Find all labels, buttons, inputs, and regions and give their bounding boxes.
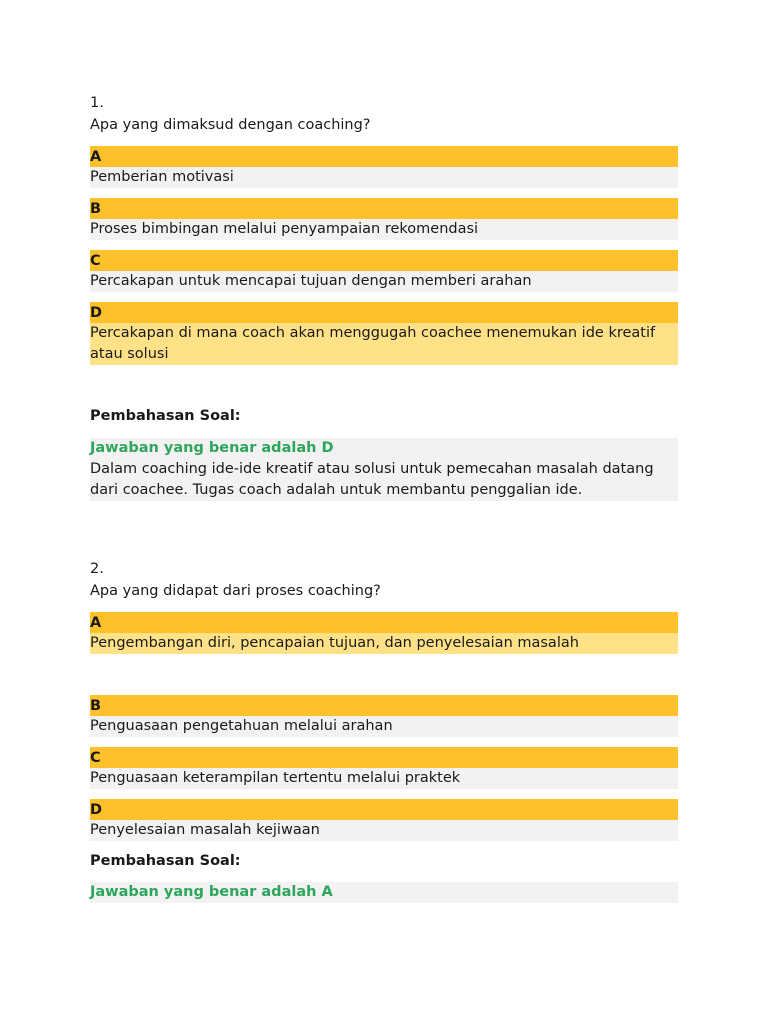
q1-discussion-heading: Pembahasan Soal:	[90, 408, 241, 424]
q2-discussion-heading: Pembahasan Soal:	[90, 853, 241, 869]
question-1-text: Apa yang dimaksud dengan coaching?	[90, 117, 371, 133]
question-2-number: 2.	[90, 561, 104, 577]
q2-option-d-text: Penyelesaian masalah kejiwaan	[90, 820, 678, 841]
q2-correct-answer: Jawaban yang benar adalah A	[90, 884, 333, 900]
q2-option-b-text: Penguasaan pengetahuan melalui arahan	[90, 716, 678, 737]
q1-option-a-letter: A	[90, 146, 678, 167]
q2-option-d-letter: D	[90, 799, 678, 820]
q2-explanation-box	[90, 882, 678, 903]
q2-option-b-letter: B	[90, 695, 678, 716]
q1-option-b-letter: B	[90, 198, 678, 219]
question-1-number: 1.	[90, 95, 104, 111]
question-2-text: Apa yang didapat dari proses coaching?	[90, 583, 381, 599]
q1-explanation-box	[90, 438, 678, 501]
q1-option-a-text: Pemberian motivasi	[90, 167, 678, 188]
q1-option-d-text: Percakapan di mana coach akan menggugah coachee menemukan ide kreatif atau solusi	[90, 323, 678, 365]
q1-correct-answer: Jawaban yang benar adalah D	[90, 440, 334, 456]
q2-option-c-text: Penguasaan keterampilan tertentu melalui praktek	[90, 768, 678, 789]
q1-option-d-letter: D	[90, 302, 678, 323]
q2-option-a-text: Pengembangan diri, pencapaian tujuan, dan penyelesaian masalah	[90, 633, 678, 654]
q1-option-c-letter: C	[90, 250, 678, 271]
q1-explanation-text: Dalam coaching ide-ide kreatif atau solusi untuk pemecahan masalah datang dari coachee. Tugas coach adalah untuk membantu penggalian ide.	[90, 461, 654, 498]
q2-option-c-letter: C	[90, 747, 678, 768]
q1-option-b-text: Proses bimbingan melalui penyampaian rekomendasi	[90, 219, 678, 240]
q1-option-c-text: Percakapan untuk mencapai tujuan dengan memberi arahan	[90, 271, 678, 292]
q2-option-a-letter: A	[90, 612, 678, 633]
